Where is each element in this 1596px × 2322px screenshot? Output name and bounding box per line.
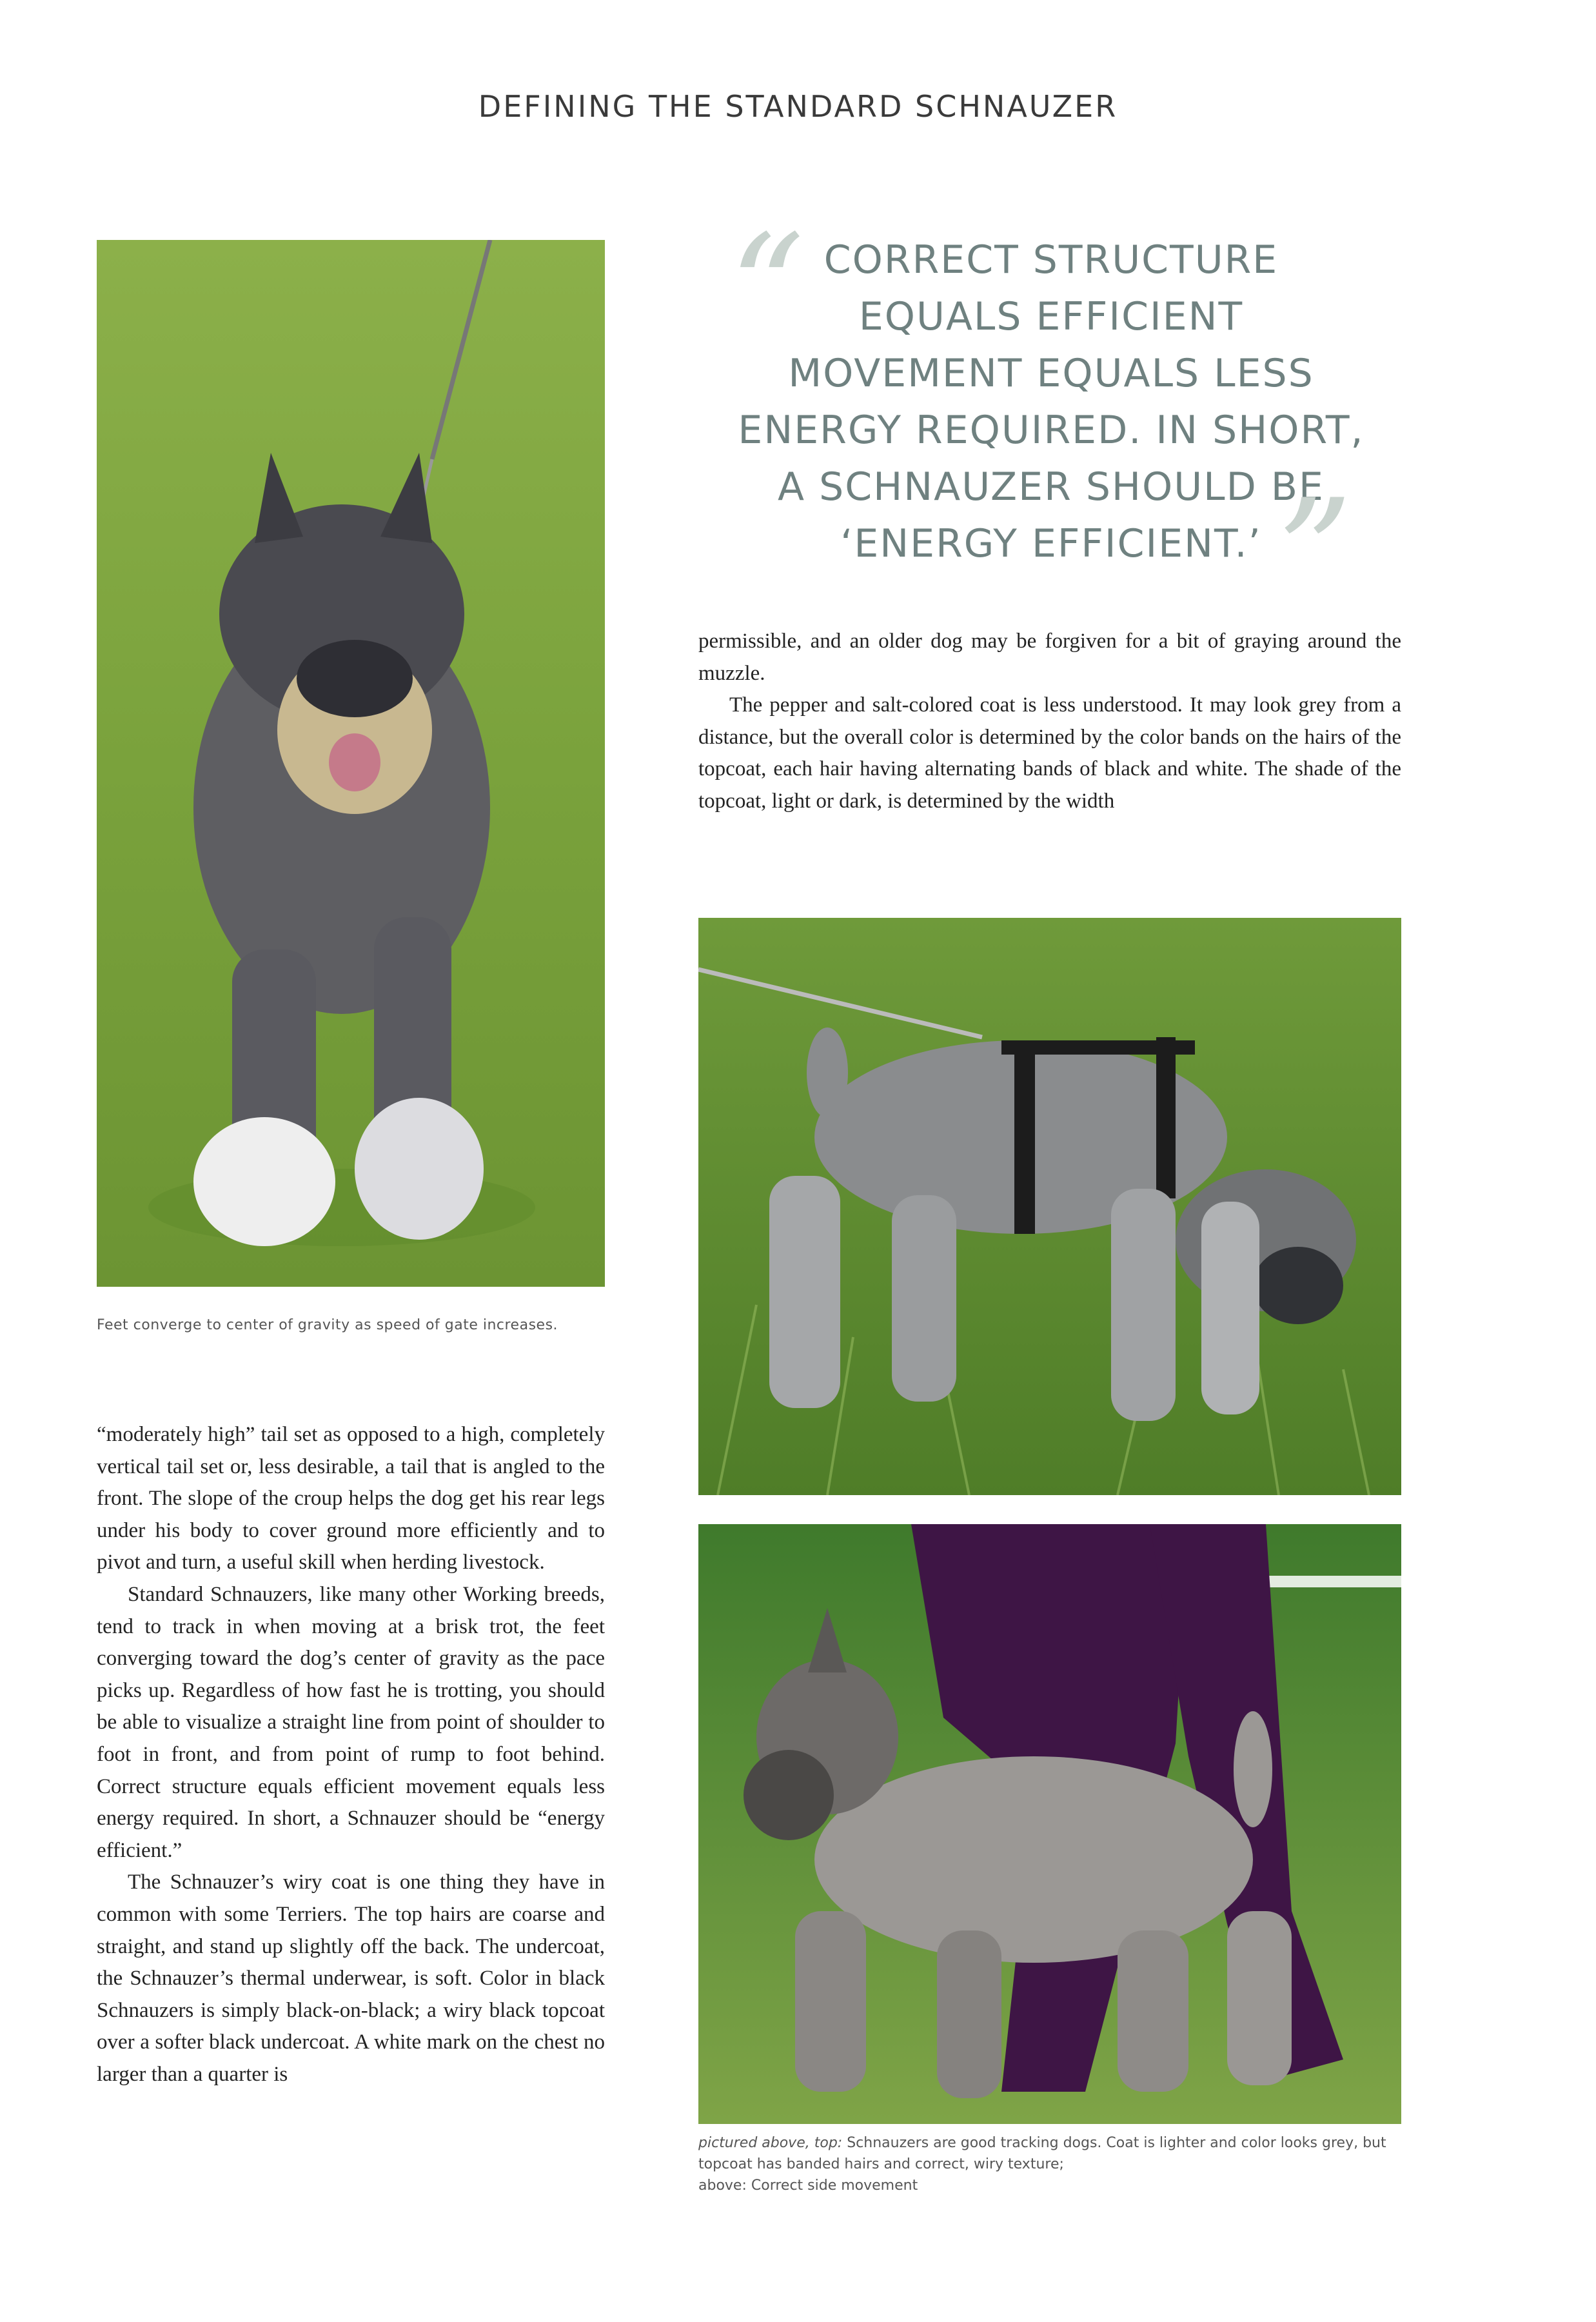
photo-schnauzer-tracking-harness — [698, 918, 1401, 1495]
pull-quote-line: CORRECT STRUCTURE — [823, 237, 1279, 283]
right-column-text — [698, 626, 1401, 818]
close-quote-icon: ” — [1277, 468, 1353, 640]
photo-schnauzer-trotting-front — [97, 240, 605, 1287]
pull-quote — [729, 204, 1374, 640]
photo-caption: Feet converge to center of gravity as speed of gate increases. — [97, 1317, 558, 1333]
open-quote-icon: “ — [729, 204, 805, 376]
photo-schnauzer-side-movement — [698, 1524, 1401, 2124]
photos-caption — [698, 2132, 1401, 2196]
pull-quote-line: A SCHNAUZER SHOULD BE — [778, 464, 1325, 510]
caption-lead: pictured above, top: — [698, 2135, 843, 2151]
pull-quote-line: ‘ENERGY EFFICIENT.’ — [840, 521, 1262, 566]
paragraph: permissible, and an older dog may be forgiven for a bit of graying around the muzzle. — [698, 630, 1401, 685]
page-header: DEFINING THE STANDARD SCHNAUZER — [478, 89, 1118, 124]
caption-text: Schnauzers are good tracking dogs. Coat is lighter and color looks grey, but topcoat has banded hairs and correct, wiry texture; — [698, 2135, 1386, 2172]
paragraph: “moderately high” tail set as opposed to a high, completely vertical tail set or, less desirable, a tail that is angled to the front. The slope of the croup helps the dog get his rear legs under his body to cover ground more efficiently and to pivot and turn, a useful skill when herding livestock. — [97, 1423, 605, 1574]
paragraph: Standard Schnauzers, like many other Working breeds, tend to track in when moving at a brisk trot, the feet converging toward the dog’s center of gravity as the pace picks up. Regardless of how fast he is trotting, you should be able to visualize a straight line from point of shoulder to foot in front, and from point of rump to foot behind. Correct structure equals efficient movement equals less energy required. In short, a Schnauzer should be “energy efficient.” — [97, 1582, 605, 1862]
pull-quote-line: ENERGY REQUIRED. IN SHORT, — [738, 408, 1364, 453]
pull-quote-line: MOVEMENT EQUALS LESS — [788, 351, 1314, 396]
paragraph: The pepper and salt-colored coat is less understood. It may look grey from a distance, but the overall color is determined by the color bands on the hairs of the topcoat, each hair having alternating bands of black and white. The shade of the topcoat, light or dark, is determined by the width — [698, 693, 1401, 813]
paragraph: The Schnauzer’s wiry coat is one thing they have in common with some Terriers. The top hairs are coarse and straight, and stand up slightly off the back. The undercoat, the Schnauzer’s thermal underwear, is soft. Color in black Schnauzers is simply black-on-black; a wiry black topcoat over a softer black undercoat. A white mark on the chest no larger than a quarter is — [97, 1870, 605, 2086]
pull-quote-line: EQUALS EFFICIENT — [858, 294, 1244, 339]
caption-text: above: Correct side movement — [698, 2178, 918, 2194]
left-column-text — [97, 1419, 605, 2090]
